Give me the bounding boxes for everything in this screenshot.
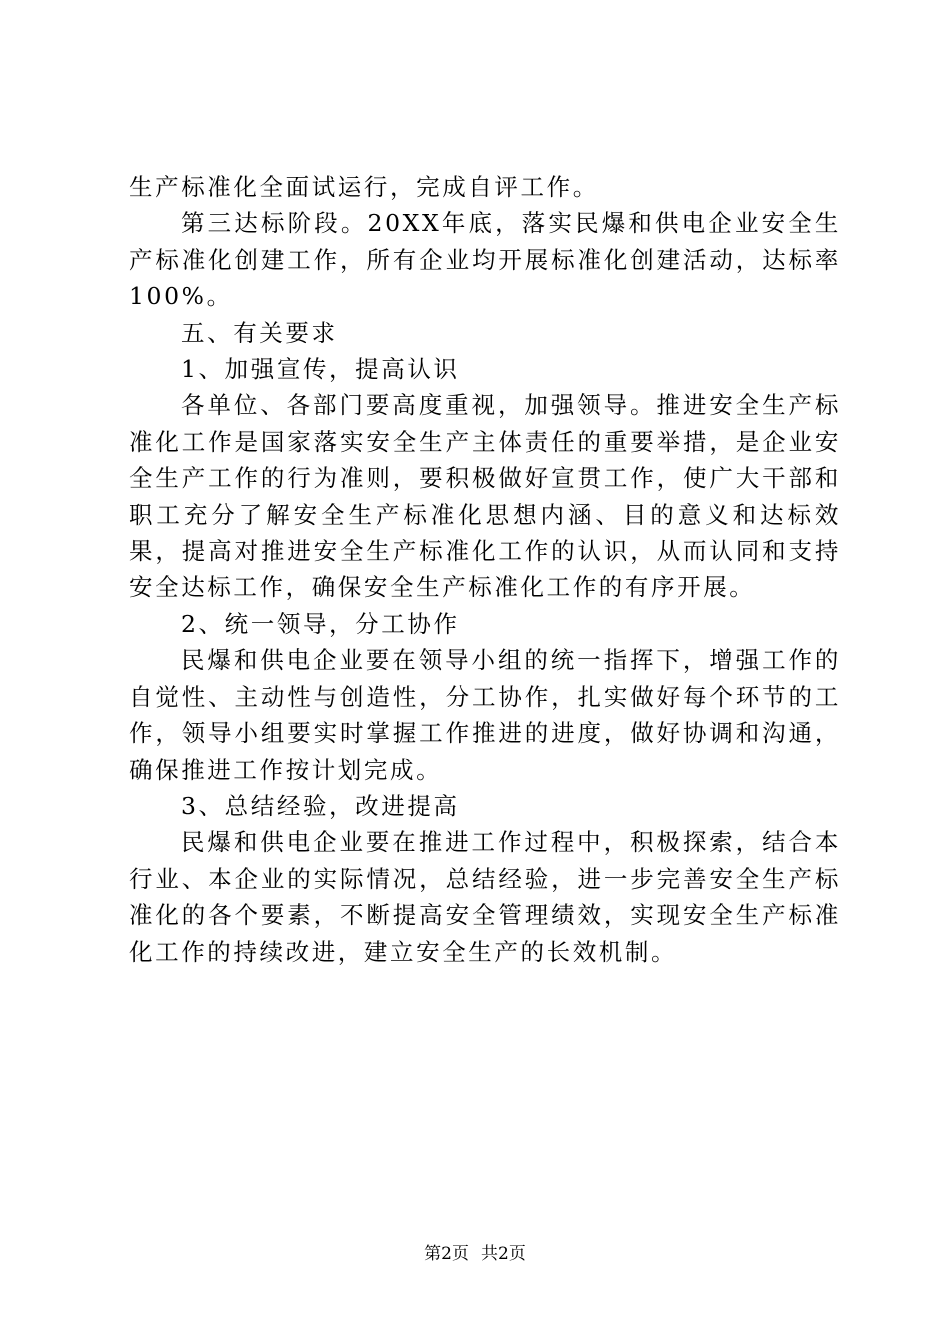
subheading-publicity: 1、加强宣传，提高认识 [181, 355, 460, 384]
paragraph-experience: 民爆和供电企业要在推进工作过程中，积极探索，结合本行业、本企业的实际情况，总结经验，进一步完善安全生产标准化的各个要素，不断提高安全管理绩效，实现安全生产标准化工作的持续改进，建立安全生产的长效机制。 [129, 828, 841, 966]
paragraph-continuation: 生产标准化全面试运行，完成自评工作。 [129, 173, 599, 201]
page-number: 第2页 [424, 1244, 469, 1264]
document-body [129, 169, 841, 970]
paragraph-leadership: 民爆和供电企业要在领导小组的统一指挥下，增强工作的自觉性、主动性与创造性，分工协作，扎实做好每个环节的工作，领导小组要实时掌握工作推进的进度，做好协调和沟通，确保推进工作按计划完成。 [129, 646, 841, 784]
page-total: 共2页 [481, 1244, 526, 1264]
section-heading-requirements: 五、有关要求 [181, 318, 338, 347]
subheading-leadership: 2、统一领导，分工协作 [181, 609, 460, 638]
subheading-experience: 3、总结经验，改进提高 [181, 791, 460, 820]
paragraph-third-stage: 第三达标阶段。20XX年底，落实民爆和供电企业安全生产标准化创建工作，所有企业均开展标准化创建活动，达标率100%。 [129, 209, 841, 311]
paragraph-publicity: 各单位、各部门要高度重视，加强领导。推进安全生产标准化工作是国家落实安全生产主体责任的重要举措，是企业安全生产工作的行为准则，要积极做好宣贯工作，使广大干部和职工充分了解安全生产标准化思想内涵、目的意义和达标效果，提高对推进安全生产标准化工作的认识，从而认同和支持安全达标工作，确保安全生产标准化工作的有序开展。 [129, 391, 841, 602]
page-footer [0, 1243, 950, 1265]
